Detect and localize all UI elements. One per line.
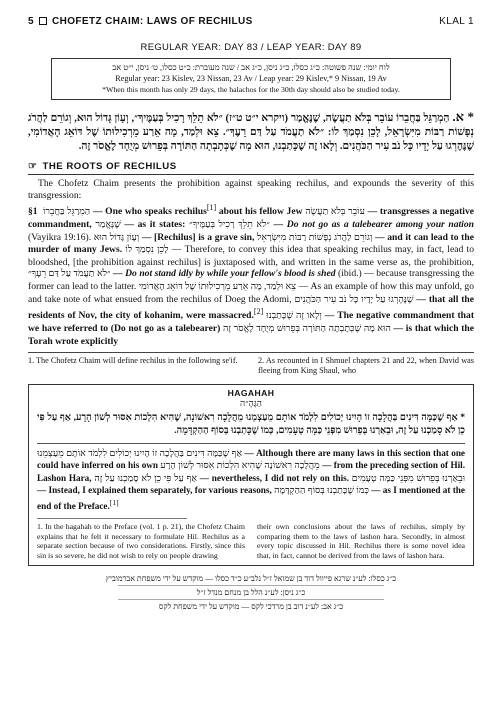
section-heading xyxy=(28,161,474,172)
en-phrase: — Instead, I explained them separately, for various reasons, xyxy=(37,484,275,495)
main-hebrew-lead: * א. xyxy=(452,109,474,124)
schedule-title: REGULAR YEAR: DAY 83 / LEAP YEAR: DAY 89 xyxy=(140,42,362,53)
he-phrase: מֵהֲלָכָה רִאשׁוֹנָה שֶׁהִיא הִלְכוֹת אִסּוּר לְשׁוֹן הָרָע xyxy=(160,461,320,472)
running-head xyxy=(28,14,474,28)
he-phrase: עוֹבֵר בְּלֹא תַעֲשֶׂה xyxy=(305,207,365,218)
en-phrase: — and it can lead to the murder of many Jews. xyxy=(28,231,474,256)
section-heading-text: THE ROOTS OF RECHILUS xyxy=(42,161,177,172)
he-phrase: וּבֵאַרְנוּ בְּפֵרוּשׁ מִפְּנֵי כַּמָּה טְעָמִים xyxy=(351,473,465,484)
footnote-ref: [1] xyxy=(109,498,119,508)
footnote-2: 2. As recounted in I Shmuel chapters 21 and 22, when David was fleeing from King Shaul, who xyxy=(258,356,474,376)
he-phrase: צֵא וּלְמַד, מָה אֵרַע מֵרְכִילוּתוֹ שֶׁל דּוֹאֵג הָאֲדוֹמִי xyxy=(138,281,297,292)
elucidation-paragraph xyxy=(28,202,474,347)
he-phrase: אַף שֶׁכַּמָּה דִּינִים בַּהֲלָכָה זוֹ הָיִינוּ יְכוֹלִים לִלְמֹד אוֹתָם מֵעַצְמֵנוּ xyxy=(37,449,243,460)
he-phrase: הוּא מָה שֶׁכְּתָבְתָה הַתּוֹרָה בְּפֵרוּשׁ מְיֻחָד לֶאֱסֹר זֶה xyxy=(223,323,391,334)
section-rule xyxy=(28,174,474,175)
en-phrase: — transgresses a negative commandment, xyxy=(28,206,475,230)
he-phrase: אַף עַל פִּי כֵן לֹא סָמַכְנוּ עַל זֶה xyxy=(94,473,198,484)
en-phrase: — The negative commandment that we have referred to (Do not go as a talebearer) xyxy=(28,310,475,334)
schedule-box xyxy=(51,58,451,100)
schedule-hebrew: לוח יומי: שנה פשוטה: כ״ג כסלו, כ״ג ניסן, כ״ג אב / שנה מעוברת: כ״ט כסלו, ט׳ ניסן, י״ט אב xyxy=(112,63,390,72)
he-phrase: שֶׁנֶּהֶרְגוּ עַל יָדָיו כָּל נֹב עִיר הַכֹּהֲנִים xyxy=(294,294,414,305)
en-phrase: — Although there are many laws in this section that one could have inferred on his own xyxy=(37,448,466,471)
en-phrase: — nevertheless, I did not rely on this. xyxy=(197,472,352,483)
book-title: CHOFETZ CHAIM: LAWS OF RECHILUS xyxy=(51,15,253,27)
hagahah-hebrew: * אַף שֶׁכַּמָּה דִּינִים בַּהֲלָכָה זוֹ הָיִינוּ יְכוֹלִים לִלְמֹד אוֹתָם מֵעַצְמֵנוּ מֵהֲלָכָה רִאשׁוֹנָה, שֶׁהִיא הִלְכוֹת אִסּוּר לְשׁוֹן הָרָע, אַף עַל פִּי כֵן לֹא סָמַכְנוּ עַל זֶה, וּבֵאַרְנוּ בְּפֵרוּשׁ מִפְּנֵי כַּמָּה טְעָמִים, כְּמוֹ שֶׁכָּתַבְנוּ בְּסוֹף הַהַקְדָּמָה. xyxy=(37,412,465,436)
dedication-line: כ״ג כסלו: לע״נ שרגא פייוול דוד בן שמואל ז״ל נלב״ע כ״ד כסלו — מוקדש על ידי משפחת אברמוביץ xyxy=(105,573,397,583)
he-phrase: כְּמוֹ שֶׁכָּתַבְנוּ בְּסוֹף הַהַקְדָּמָה xyxy=(274,485,369,496)
hagahah-title: HAGAHAH xyxy=(227,388,275,399)
footnote-ref: [2] xyxy=(253,307,264,317)
hagahah-box xyxy=(28,384,474,566)
footnotes xyxy=(28,356,474,376)
footnote-ref: [1] xyxy=(206,203,217,213)
en-phrase: (ibid.) — because transgressing the former can lead to the latter. xyxy=(28,268,474,292)
intro-paragraph: The Chofetz Chaim presents the prohibition against speaking rechilus, and expounds the severity of this transgression: xyxy=(28,178,474,201)
en-phrase: — [Rechilus] is a grave sin, xyxy=(139,231,258,243)
he-phrase: שֶׁנֶּאֱמַר xyxy=(95,219,121,230)
schedule-english: Regular year: 23 Kislev, 23 Nissan, 23 Av / Leap year: 29 Kislev,* 9 Nissan, 19 Av xyxy=(115,74,387,83)
schedule-note: *When this month has only 29 days, the halachos for the 30th day should also be studied today. xyxy=(102,85,400,94)
he-phrase: וְלָאו זֶה שֶׁכָּתַבְנוּ xyxy=(266,311,322,322)
en-phrase: — as I mentioned at the end of the Preface. xyxy=(37,484,465,512)
dedications xyxy=(28,572,474,613)
he-phrase: הַמְרַגֵּל בַּחֲבֵרוֹ xyxy=(42,207,91,218)
running-head-left xyxy=(28,16,253,27)
en-phrase: — Therefore, to convey this idea that speaking rechilus may, in fact, lead to bloodshed, [the prohibition against rechilus] is juxtaposed with, and written in the same verse as, the prohibition, xyxy=(28,244,474,268)
pointing-hand-icon: ☞ xyxy=(28,161,38,172)
en-phrase: — that all the residents of Nov, the city of kohanim, were massacred. xyxy=(28,293,474,322)
hagahah-title-hebrew: הַגָּהָ״ה xyxy=(240,398,262,409)
hagahah-footnote-rule xyxy=(37,518,187,519)
klal-label: KLAL 1 xyxy=(439,15,474,27)
en-phrase: — is that which the Torah wrote explicitly xyxy=(28,322,474,347)
dedication-line: כ״ג אב: לע״נ דוב בן מרדכי לקס — מוקדש על ידי משפחת לקס xyxy=(158,601,344,611)
section-mark: §1 xyxy=(28,206,38,218)
hagahah-note-left: 1. In the hagahah to the Preface (vol. 1 p. 21), the Chofetz Chaim explains that he felt it necessary to formulate Hil. Rechilus as a separate section because of two considerations. Firstly, since this sin is so severe, he did not wish to rely on people drawing xyxy=(37,522,245,560)
hagahah-translation xyxy=(37,448,465,512)
dedication-line: כ״ג ניסן: לע״נ הלל בן מנחם מנדל ז״ל xyxy=(196,587,306,597)
en-phrase: about his fellow Jew xyxy=(216,206,306,218)
he-phrase: ״לֹא תֵלֵךְ רָכִיל בְּעַמֶּיךָ״ xyxy=(188,219,270,230)
en-phrase: — Do not stand idly by while your fellow's blood is shed xyxy=(110,268,336,280)
en-phrase: — from the preceding section of Hil. Lashon Hara, xyxy=(37,460,465,483)
he-phrase: ״לֹא תַעֲמֹד עַל דַּם רֵעֶךָ״ xyxy=(28,269,111,280)
hagahah-rule xyxy=(37,443,465,444)
en-phrase: — As an example of how this may unfold, go and take note of what ensued from the rechilus of Doeg the Adomi, xyxy=(28,280,475,305)
hagahah-note-right: their own conclusions about the laws of rechilus, simply by comparing them to the laws of lashon hara. Secondly, in almost every topic discussed in Hil. Rechilus there is some novel idea that, in fact, cannot be derived from the laws of lashon hara. xyxy=(257,522,465,560)
footnote-rule xyxy=(28,352,474,353)
main-hebrew-text xyxy=(28,110,474,154)
reference: (Vayikra 19:16). xyxy=(28,231,94,243)
en-phrase: — as it states: xyxy=(120,218,189,230)
he-phrase: לָכֵן נִסְמַךְ לוֹ xyxy=(125,245,169,256)
page-number: 5 xyxy=(28,15,34,27)
page xyxy=(28,14,474,706)
box-icon xyxy=(39,17,47,25)
en-phrase: — One who speaks rechilus xyxy=(90,206,207,218)
footnote-1: 1. The Chofetz Chaim will define rechilus in the following se'if. xyxy=(28,356,238,366)
he-phrase: וְעָוֹן גָּדוֹל הוּא xyxy=(93,232,140,243)
en-phrase: — Do not go as a talebearer among your nation xyxy=(269,218,474,230)
he-phrase: וְגוֹרֵם לַהֲרֹג נְפָשׁוֹת רַבּוֹת מִיִּשְׂרָאֵל xyxy=(257,232,373,243)
main-hebrew-body: הַמְרַגֵּל בַּחֲבֵרוֹ עוֹבֵר בְּלֹא תַעֲשֶׂה, שֶׁנֶּאֱמַר (ויקרא י״ט ט״ז) ״לֹא תֵלֵךְ רָכִיל בְּעַמֶּיךָ״, וְעָוֹן גָּדוֹל הוּא, וְגוֹרֵם לַהֲרֹג נְפָשׁוֹת רַבּוֹת מִיִּשְׂרָאֵל, לָכֵן נִסְמַךְ לוֹ: ״לֹא תַעֲמֹד עַל דַּם רֵעֶךָ״. צֵא וּלְמַד, מָה אֵרַע מֵרְכִילוּתוֹ שֶׁל דּוֹאֵג הָאֲדוֹמִי, שֶׁנֶּהֶרְגוּ עַל יָדָיו כָּל נֹב עִיר הַכֹּהֲנִים. וְלָאו זֶה שֶׁכָּתַבְנוּ, הוּא מָה שֶׁכְּתָבְתָה הַתּוֹרָה בְּפֵרוּשׁ מְיֻחָד לֶאֱסֹר זֶה. xyxy=(28,113,474,152)
hagahah-notes xyxy=(37,522,465,560)
